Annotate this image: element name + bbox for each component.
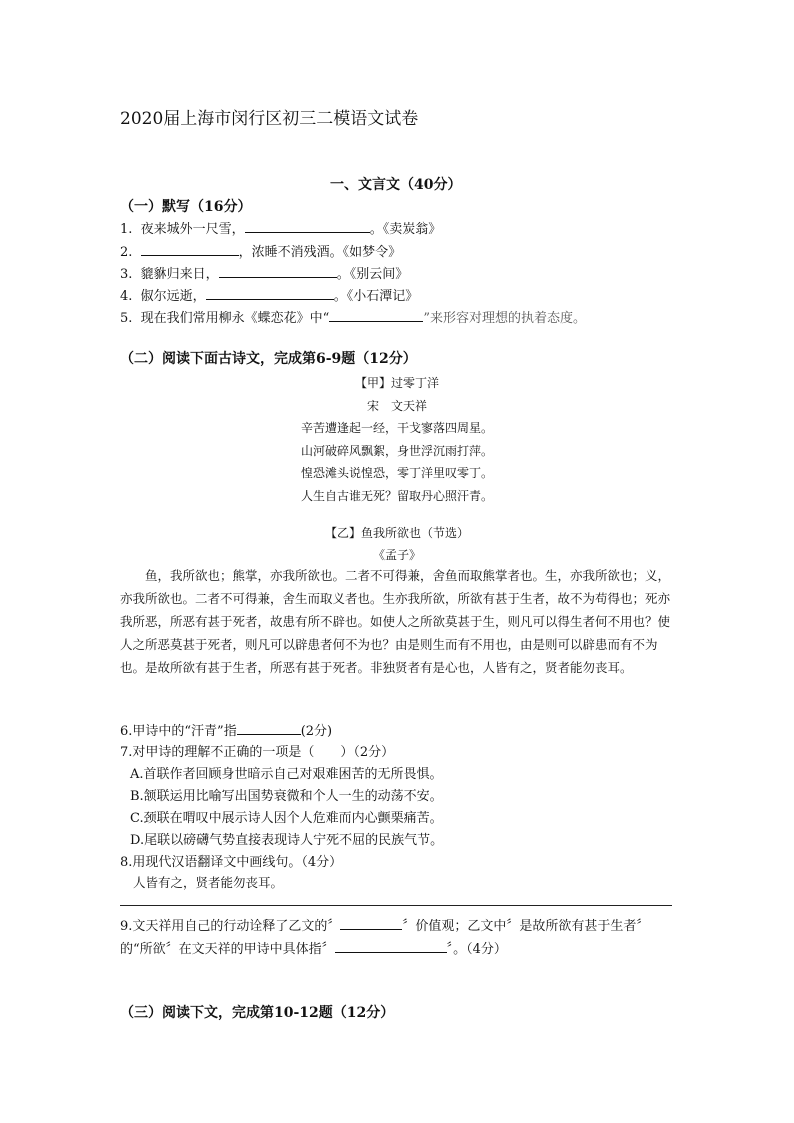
poem-line: 惶恐滩头说惶恐，零丁洋里叹零丁。 bbox=[300, 466, 493, 480]
answer-blank[interactable] bbox=[335, 939, 447, 953]
answer-blank[interactable] bbox=[340, 916, 402, 930]
question-7: 7.对甲诗的理解不正确的一项是（ ）（2分） bbox=[120, 745, 395, 760]
dictation-item-2: 2. ，浓睡不消残酒。《如梦令》 bbox=[120, 241, 401, 260]
answer-blank[interactable] bbox=[329, 308, 423, 322]
document-title: 2020届上海市闵行区初三二模语文试卷 bbox=[120, 109, 419, 129]
dictation-item-1: 1. 夜来城外一尺雪， 。《卖炭翁》 bbox=[120, 218, 441, 237]
part1-heading: （一）默写（16分） bbox=[120, 199, 252, 215]
option-d[interactable]: D.尾联以磅礴气势直接表现诗人宁死不屈的民族气节。 bbox=[130, 833, 444, 848]
prose-author: 《孟子》 bbox=[372, 548, 421, 562]
option-a[interactable]: A.首联作者回顾身世暗示自己对艰难困苦的无所畏惧。 bbox=[130, 767, 443, 782]
answer-line[interactable] bbox=[120, 905, 672, 906]
part3-heading: （三）阅读下文，完成第10-12题（12分） bbox=[120, 1005, 395, 1021]
section-heading-classical-chinese: 一、文言文（40分） bbox=[330, 177, 462, 193]
dictation-item-3: 3. 貔貅归来日， 。《别云间》 bbox=[120, 263, 408, 282]
part2-heading: （二）阅读下面古诗文，完成第6-9题（12分） bbox=[120, 351, 417, 367]
answer-blank[interactable] bbox=[219, 264, 337, 278]
option-b[interactable]: B.颔联运用比喻写出国势衰微和个人一生的动荡不安。 bbox=[130, 789, 443, 804]
option-c[interactable]: C.颈联在喟叹中展示诗人因个人危难而内心颤栗痛苦。 bbox=[130, 811, 443, 826]
answer-blank[interactable] bbox=[141, 242, 239, 256]
prose-passage: 鱼，我所欲也；熊掌，亦我所欲也。二者不可得兼，舍鱼而取熊掌者也。生，亦我所欲也；义，亦我所欲也。二者不可得兼，舍生而取义者也。生亦我所欲，所欲有甚于生者，故不为苟得也；死亦我所恶，所恶有甚于死者，故患有所不辟也。如使人之所欲莫甚于生，则凡可以得生者何不用也？使人之所恶莫甚于死者，则凡可以辟患者何不为也？由是则生而有不用也，由是则可以辟患而有不为也。是故所欲有甚于生者，所恶有甚于死者。非独贤者有是心也，人皆有之，贤者能勿丧耳。 bbox=[120, 568, 671, 675]
question-8: 8.用现代汉语翻译文中画线句。（4分） bbox=[120, 855, 343, 870]
question-8-sentence: 人皆有之，贤者能勿丧耳。 bbox=[133, 875, 284, 890]
question-9-line-2: 的“所欲〞在文天祥的甲诗中具体指〞 〞。（4分） bbox=[120, 938, 507, 957]
dictation-item-4: 4. 俶尔远逝， 。《小石潭记》 bbox=[120, 285, 418, 304]
poem-line: 人生自古谁无死？留取丹心照汗青。 bbox=[300, 489, 493, 503]
prose-title: 【乙】鱼我所欲也（节选） bbox=[324, 526, 469, 540]
answer-blank[interactable] bbox=[237, 721, 301, 735]
question-9-line-1: 9.文天祥用自己的行动诠释了乙文的〞 〞价值观；乙文中〞是故所欲有甚于生者〞 bbox=[120, 915, 649, 934]
poem-author: 宋 文天祥 bbox=[366, 399, 427, 413]
poem-title: 【甲】过零丁洋 bbox=[354, 376, 439, 390]
poem-line: 辛苦遭逢起一经，干戈寥落四周星。 bbox=[300, 421, 493, 435]
dictation-item-5: 5. 现在我们常用柳永《蝶恋花》中“ ”来形容对理想的执着态度。 bbox=[120, 307, 586, 326]
poem-line: 山河破碎风飘絮，身世浮沉雨打萍。 bbox=[300, 444, 493, 458]
answer-blank[interactable] bbox=[245, 219, 370, 233]
question-6: 6.甲诗中的“汗青”指 (2分) bbox=[120, 720, 332, 739]
answer-blank[interactable] bbox=[206, 286, 334, 300]
